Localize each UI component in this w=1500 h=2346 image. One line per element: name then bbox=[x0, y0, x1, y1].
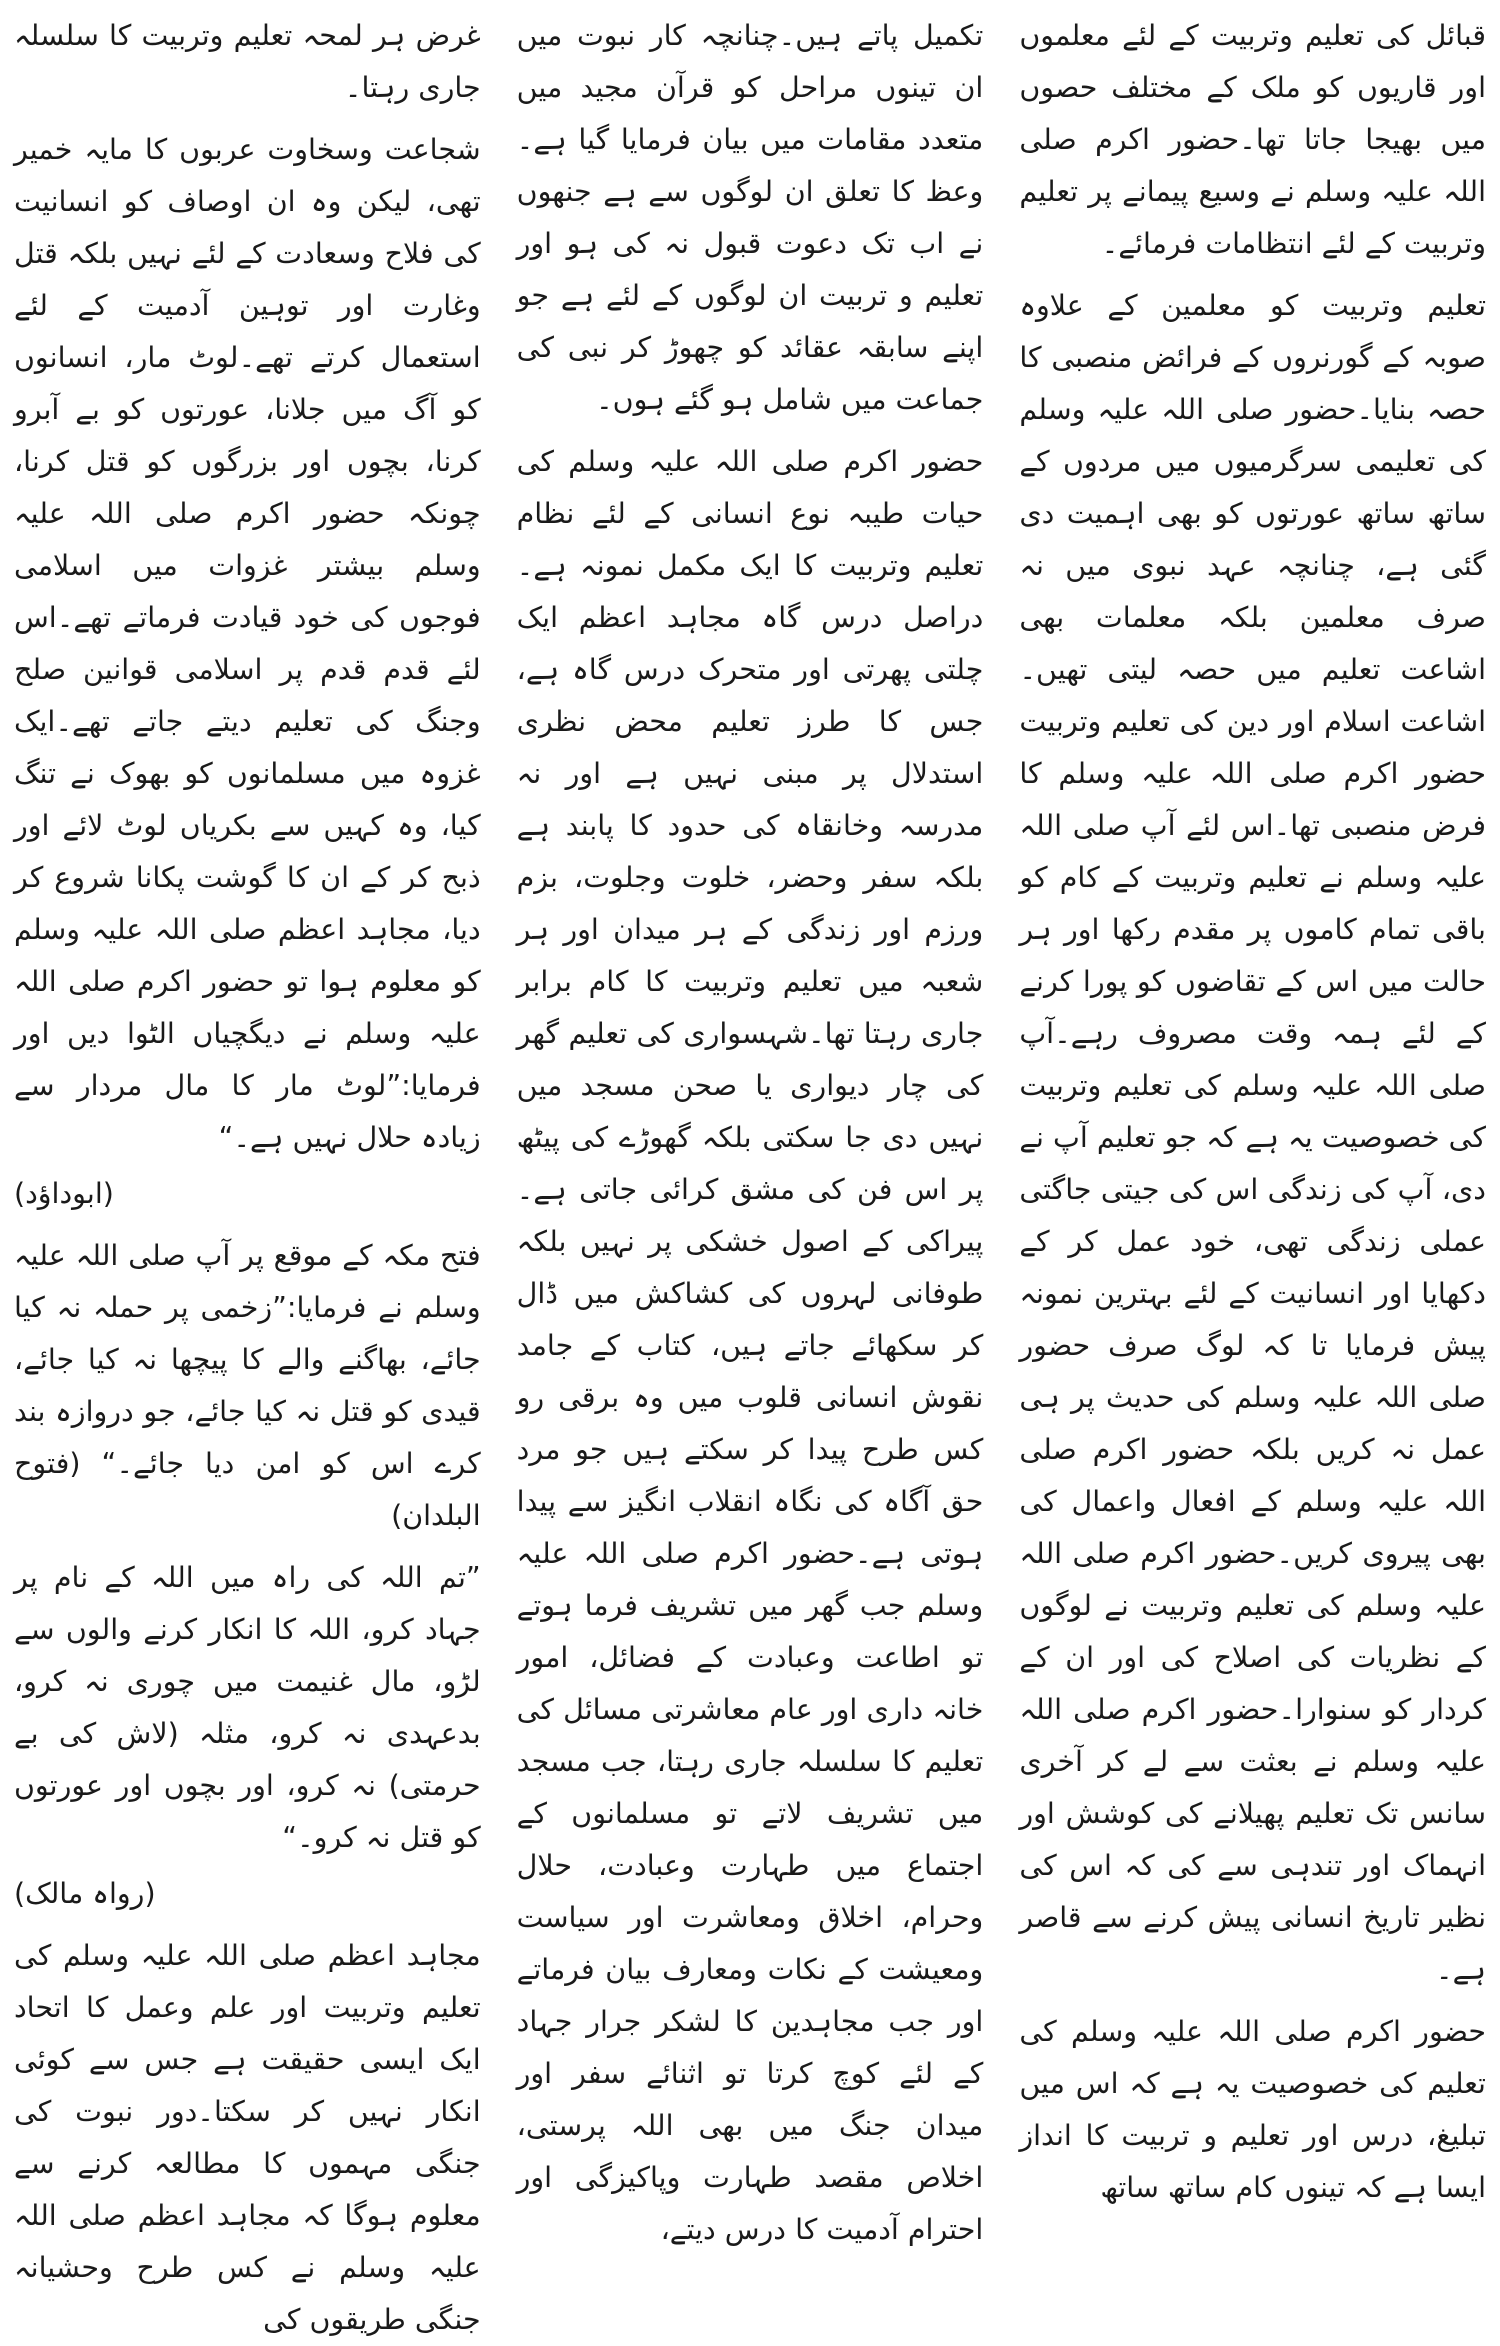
paragraph: مجاہد اعظم صلی اللہ علیہ وسلم کی تعلیم وتربیت اور علم وعمل کا اتحاد ایک ایسی حقیقت ہے جس سے کوئی انکار نہیں کر سکتا۔دور نبوت کی جنگی مہموں کا مطالعہ کرنے سے معلوم ہوگا کہ مجاہد اعظم صلی اللہ علیہ وسلم نے کس طرح وحشیانہ جنگی طریقوں کی bbox=[13, 1939, 481, 2336]
citation: (رواہ مالک) bbox=[13, 1877, 156, 1910]
paragraph: غرض ہر لمحہ تعلیم وتربیت کا سلسلہ جاری رہتا۔ bbox=[13, 19, 481, 104]
paragraph: فتح مکہ کے موقع پر آپ صلی اللہ علیہ وسلم نے فرمایا:”زخمی پر حملہ نہ کیا جائے، بھاگنے والے کا پیچھا نہ کیا جائے، قیدی کو قتل نہ کیا جائے، جو دروازہ بند کرے اس کو امن دیا جائے۔“ (فتوح البلدان) bbox=[13, 1239, 481, 1532]
column-1 bbox=[1019, 10, 1486, 2204]
quote-paragraph: ”تم اللہ کی راہ میں اللہ کے نام پر جہاد کرو، اللہ کا انکار کرنے والوں سے لڑو، مال غنیمت میں چوری نہ کرو، بدعہدی نہ کرو، مثلہ (لاش کی بے حرمتی) نہ کرو، اور بچوں اور عورتوں کو قتل نہ کرو۔“ bbox=[13, 1561, 481, 1854]
paragraph: شجاعت وسخاوت عربوں کا مایہ خمیر تھی، لیکن وہ ان اوصاف کو انسانیت کی فلاح وسعادت کے لئے نہیں بلکہ قتل وغارت اور توہین آدمیت کے لئے استعمال کرتے تھے۔لوٹ مار، انسانوں کو آگ میں جلانا، عورتوں کو بے آبرو کرنا، بچوں اور بزرگوں کو قتل کرنا، چونکہ حضور اکرم صلی اللہ علیہ وسلم بیشتر غزوات میں اسلامی فوجوں کی خود قیادت فرماتے تھے۔اس لئے قدم قدم پر اسلامی قوانین صلح وجنگ کی تعلیم دیتے جاتے تھے۔ایک غزوہ میں مسلمانوں کو بھوک نے تنگ کیا، وہ کہیں سے بکریاں لوٹ لائے اور ذبح کر کے ان کا گوشت پکانا شروع کر دیا، مجاہد اعظم صلی اللہ علیہ وسلم کو معلوم ہوا تو حضور اکرم صلی اللہ علیہ وسلم نے دیگچیاں الٹوا دیں اور فرمایا:”لوٹ مار کا مال مردار سے زیادہ حلال نہیں ہے۔“ bbox=[13, 133, 481, 1154]
paragraph: حضور اکرم صلی اللہ علیہ وسلم کی حیات طیبہ نوع انسانی کے لئے نظام تعلیم وتربیت کا ایک مکمل نمونہ ہے۔دراصل درس گاہ مجاہد اعظم ایک چلتی پھرتی اور متحرک درس گاہ ہے، جس کا طرز تعلیم محض نظری استدلال پر مبنی نہیں ہے اور نہ مدرسہ وخانقاہ کی حدود کا پابند ہے بلکہ سفر وحضر، خلوت وجلوت، بزم ورزم اور زندگی کے ہر میدان اور ہر شعبہ میں تعلیم وتربیت کا کام برابر جاری رہتا تھا۔شہسواری کی تعلیم گھر کی چار دیواری یا صحن مسجد میں نہیں دی جا سکتی بلکہ گھوڑے کی پیٹھ پر اس فن کی مشق کرائی جاتی ہے۔پیراکی کے اصول خشکی پر نہیں بلکہ طوفانی لہروں کی کشاکش میں ڈال کر سکھائے جاتے ہیں، کتاب کے جامد نقوش انسانی قلوب میں وہ برقی رو کس طرح پیدا کر سکتے ہیں جو مرد حق آگاہ کی نگاہ انقلاب انگیز سے پیدا ہوتی ہے۔حضور اکرم صلی اللہ علیہ وسلم جب گھر میں تشریف فرما ہوتے تو اطاعت وعبادت کے فضائل، امور خانہ داری اور عام معاشرتی مسائل کی تعلیم کا سلسلہ جاری رہتا، جب مسجد میں تشریف لاتے تو مسلمانوں کے اجتماع میں طہارت وعبادت، حلال وحرام، اخلاق ومعاشرت اور سیاست ومعیشت کے نکات ومعارف بیان فرماتے اور جب مجاہدین کا لشکر جرار جہاد کے لئے کوچ کرتا تو اثنائے سفر اور میدان جنگ میں بھی اللہ پرستی، اخلاص مقصد طہارت وپاکیزگی اور احترام آدمیت کا درس دیتے، bbox=[516, 445, 984, 2246]
paragraph: تعلیم وتربیت کو معلمین کے علاوہ صوبہ کے گورنروں کے فرائض منصبی کا حصہ بنایا۔حضور صلی اللہ علیہ وسلم کی تعلیمی سرگرمیوں میں مردوں کے ساتھ ساتھ عورتوں کو بھی اہمیت دی گئی ہے، چنانچہ عہد نبوی میں نہ صرف معلمین بلکہ معلمات بھی اشاعت تعلیم میں حصہ لیتی تھیں۔اشاعت اسلام اور دین کی تعلیم وتربیت حضور اکرم صلی اللہ علیہ وسلم کا فرض منصبی تھا۔اس لئے آپ صلی اللہ علیہ وسلم نے تعلیم وتربیت کے کام کو باقی تمام کاموں پر مقدم رکھا اور ہر حالت میں اس کے تقاضوں کو پورا کرنے کے لئے ہمہ وقت مصروف رہے۔آپ صلی اللہ علیہ وسلم کی تعلیم وتربیت کی خصوصیت یہ ہے کہ جو تعلیم آپ نے دی، آپ کی زندگی اس کی جیتی جاگتی عملی زندگی تھی، خود عمل کر کے دکھایا اور انسانیت کے لئے بہترین نمونہ پیش فرمایا تا کہ لوگ صرف حضور صلی اللہ علیہ وسلم کی حدیث پر ہی عمل نہ کریں بلکہ حضور اکرم صلی اللہ علیہ وسلم کے افعال واعمال کی بھی پیروی کریں۔حضور اکرم صلی اللہ علیہ وسلم کی تعلیم وتربیت نے لوگوں کے نظریات کی اصلاح کی اور ان کے کردار کو سنوارا۔حضور اکرم صلی اللہ علیہ وسلم نے بعثت سے لے کر آخری سانس تک تعلیم پھیلانے کی کوشش اور انہماک اور تندہی سے کی کہ اس کی نظیر تاریخ انسانی پیش کرنے سے قاصر ہے۔ bbox=[1019, 289, 1486, 1986]
paragraph: حضور اکرم صلی اللہ علیہ وسلم کی تعلیم کی خصوصیت یہ ہے کہ اس میں تبلیغ، درس اور تعلیم و تربیت کا انداز ایسا ہے کہ تینوں کام ساتھ ساتھ bbox=[1019, 2015, 1486, 2204]
paragraph: تکمیل پاتے ہیں۔چنانچہ کار نبوت میں ان تینوں مراحل کو قرآن مجید میں متعدد مقامات میں بیان فرمایا گیا ہے۔وعظ کا تعلق ان لوگوں سے ہے جنھوں نے اب تک دعوت قبول نہ کی ہو اور تعلیم و تربیت ان لوگوں کے لئے ہے جو اپنے سابقہ عقائد کو چھوڑ کر نبی کی جماعت میں شامل ہو گئے ہوں۔ bbox=[516, 19, 984, 416]
column-3 bbox=[13, 10, 481, 2336]
column-2 bbox=[516, 10, 984, 2246]
text-columns bbox=[13, 10, 1486, 2336]
paragraph: قبائل کی تعلیم وتربیت کے لئے معلموں اور قاریوں کو ملک کے مختلف حصوں میں بھیجا جاتا تھا۔حضور اکرم صلی اللہ علیہ وسلم نے وسیع پیمانے پر تعلیم وتربیت کے لئے انتظامات فرمائے۔ bbox=[1019, 19, 1486, 260]
citation: (ابوداؤد) bbox=[13, 1177, 114, 1210]
